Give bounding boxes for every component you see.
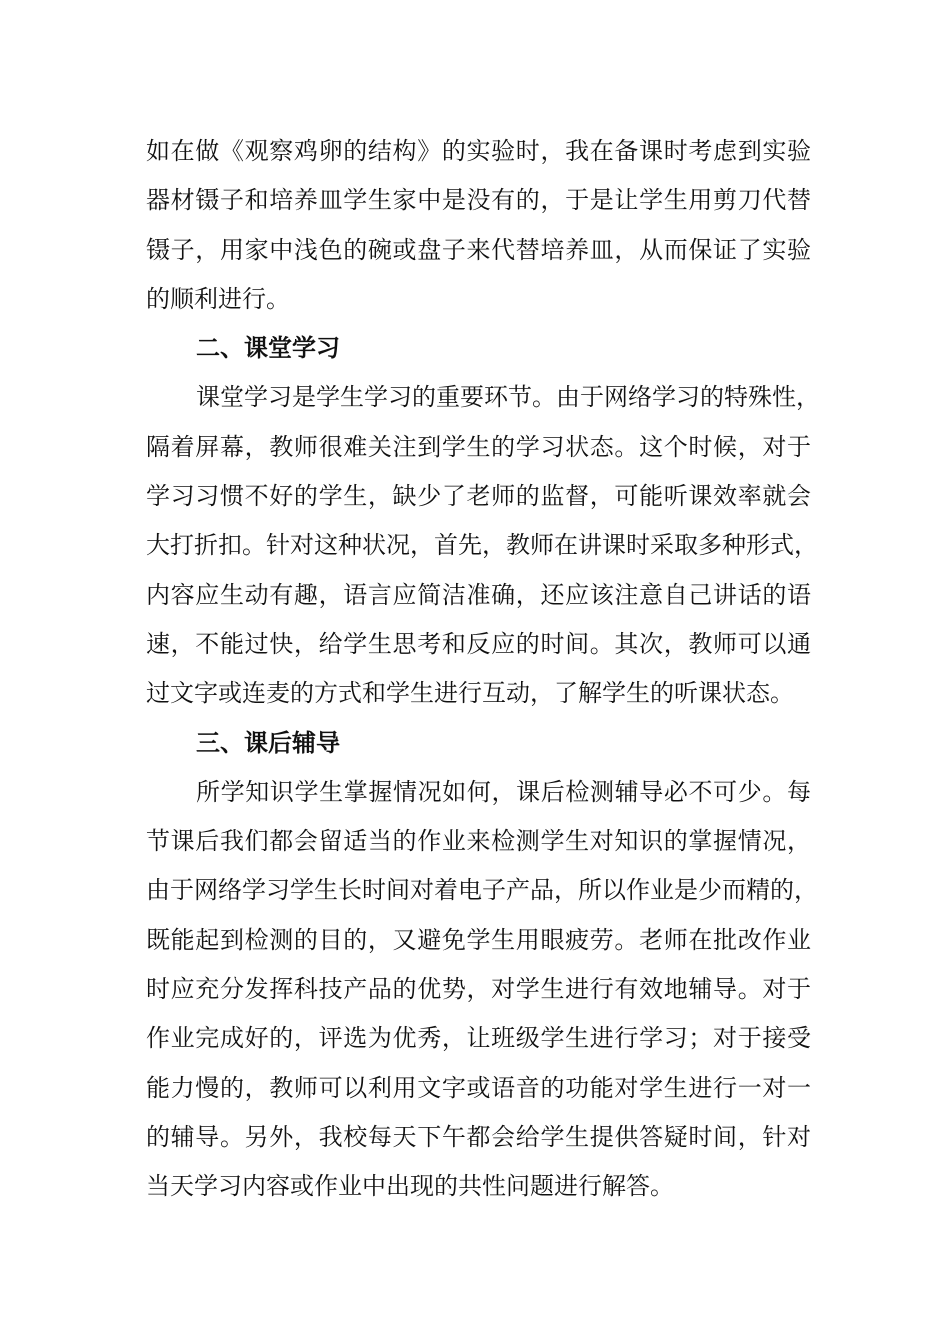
paragraph-line: 内容应生动有趣，语言应简洁准确，还应该注意自己讲话的语	[146, 580, 811, 609]
paragraph-line: 学习习惯不好的学生，缺少了老师的监督，可能听课效率就会	[146, 482, 811, 511]
paragraph-line: 时应充分发挥科技产品的优势，对学生进行有效地辅导。对于	[146, 975, 811, 1004]
paragraph-line: 的顺利进行。	[146, 284, 290, 313]
paragraph-line: 当天学习内容或作业中出现的共性问题进行解答。	[146, 1172, 674, 1201]
paragraph-line: 大打折扣。针对这种状况，首先，教师在讲课时采取多种形式，	[146, 531, 818, 560]
paragraph-line: 能力慢的，教师可以利用文字或语音的功能对学生进行一对一	[146, 1073, 811, 1102]
paragraph-line: 作业完成好的，评选为优秀，让班级学生进行学习；对于接受	[146, 1024, 811, 1053]
document-body	[146, 127, 820, 1212]
paragraph-line: 所学知识学生掌握情况如何，课后检测辅导必不可少。每	[196, 777, 811, 806]
section-heading-classroom-learning: 二、课堂学习	[196, 334, 340, 363]
section-heading-after-class-tutoring: 三、课后辅导	[196, 728, 340, 757]
paragraph-line: 隔着屏幕，教师很难关注到学生的学习状态。这个时候，对于	[146, 432, 811, 461]
paragraph-line: 器材镊子和培养皿学生家中是没有的，于是让学生用剪刀代替	[146, 186, 811, 215]
paragraph-line: 镊子，用家中浅色的碗或盘子来代替培养皿，从而保证了实验	[146, 235, 811, 264]
paragraph-line: 速，不能过快，给学生思考和反应的时间。其次，教师可以通	[146, 629, 811, 658]
paragraph-line: 节课后我们都会留适当的作业来检测学生对知识的掌握情况，	[146, 827, 811, 856]
paragraph-intro	[146, 127, 811, 324]
paragraph-classroom-learning	[146, 373, 820, 718]
paragraph-line: 由于网络学习学生长时间对着电子产品，所以作业是少而精的，	[146, 876, 818, 905]
paragraph-line: 既能起到检测的目的，又避免学生用眼疲劳。老师在批改作业	[146, 925, 811, 954]
paragraph-line: 课堂学习是学生学习的重要环节。由于网络学习的特殊性，	[196, 383, 820, 412]
paragraph-after-class-tutoring	[146, 768, 818, 1212]
paragraph-line: 如在做《观察鸡卵的结构》的实验时，我在备课时考虑到实验	[146, 137, 811, 165]
paragraph-line: 的辅导。另外，我校每天下午都会给学生提供答疑时间，针对	[146, 1122, 811, 1151]
paragraph-line: 过文字或连麦的方式和学生进行互动，了解学生的听课状态。	[146, 679, 794, 708]
